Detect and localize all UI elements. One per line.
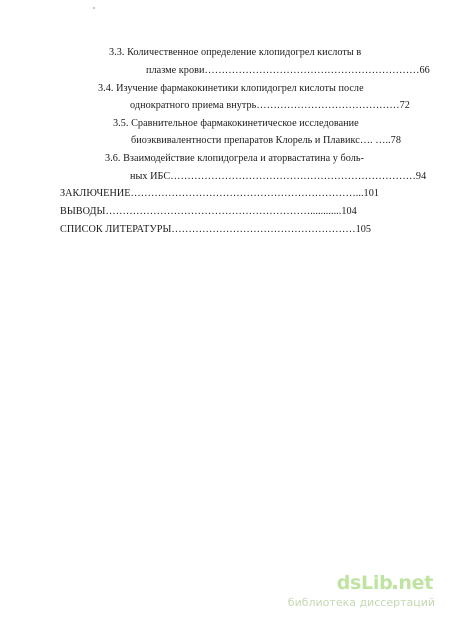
watermark-tagline: библиотека диссертаций: [287, 596, 435, 609]
watermark-logo: [337, 572, 433, 594]
scan-speck: [93, 7, 95, 9]
toc-entry-conclusion: ЗАКЛЮЧЕНИЕ…………………………………………………………...101: [60, 188, 379, 199]
toc-entry-3-6-line-1: 3.6. Взаимодействие клопидогрела и аторвастатина у боль-: [105, 153, 365, 164]
toc-entry-3-5-line-1: 3.5. Сравнительное фармакокинетическое исследование: [113, 118, 359, 129]
watermark-logo-left: dsLib: [336, 572, 393, 594]
toc-entry-3-6-line-2: ных ИБС………………………………………………………………94: [130, 171, 427, 182]
toc-entry-3-5-line-2: биоэквивалентности препаратов Клорель и Плавикс…. …..78: [131, 135, 401, 146]
watermark-logo-dot: [393, 585, 397, 589]
toc-entry-findings: ВЫВОДЫ……………………………………………………............104: [60, 206, 357, 217]
watermark: [287, 572, 443, 612]
toc-entry-3-3-line-2: плазме крови………………………………………………………66: [146, 65, 430, 76]
toc-entry-3-4-line-1: 3.4. Изучение фармакокинетики клопидогрел кислоты после: [98, 83, 364, 94]
toc-entry-3-4-line-2: однократного приема внутрь……………………………………72: [130, 100, 410, 111]
toc-entry-3-3-line-1: 3.3. Количественное определение клопидогрел кислоты в: [109, 47, 362, 58]
watermark-logo-right: net: [398, 572, 433, 594]
toc-entry-references: СПИСОК ЛИТЕРАТУРЫ………………………………………………105: [60, 224, 372, 235]
